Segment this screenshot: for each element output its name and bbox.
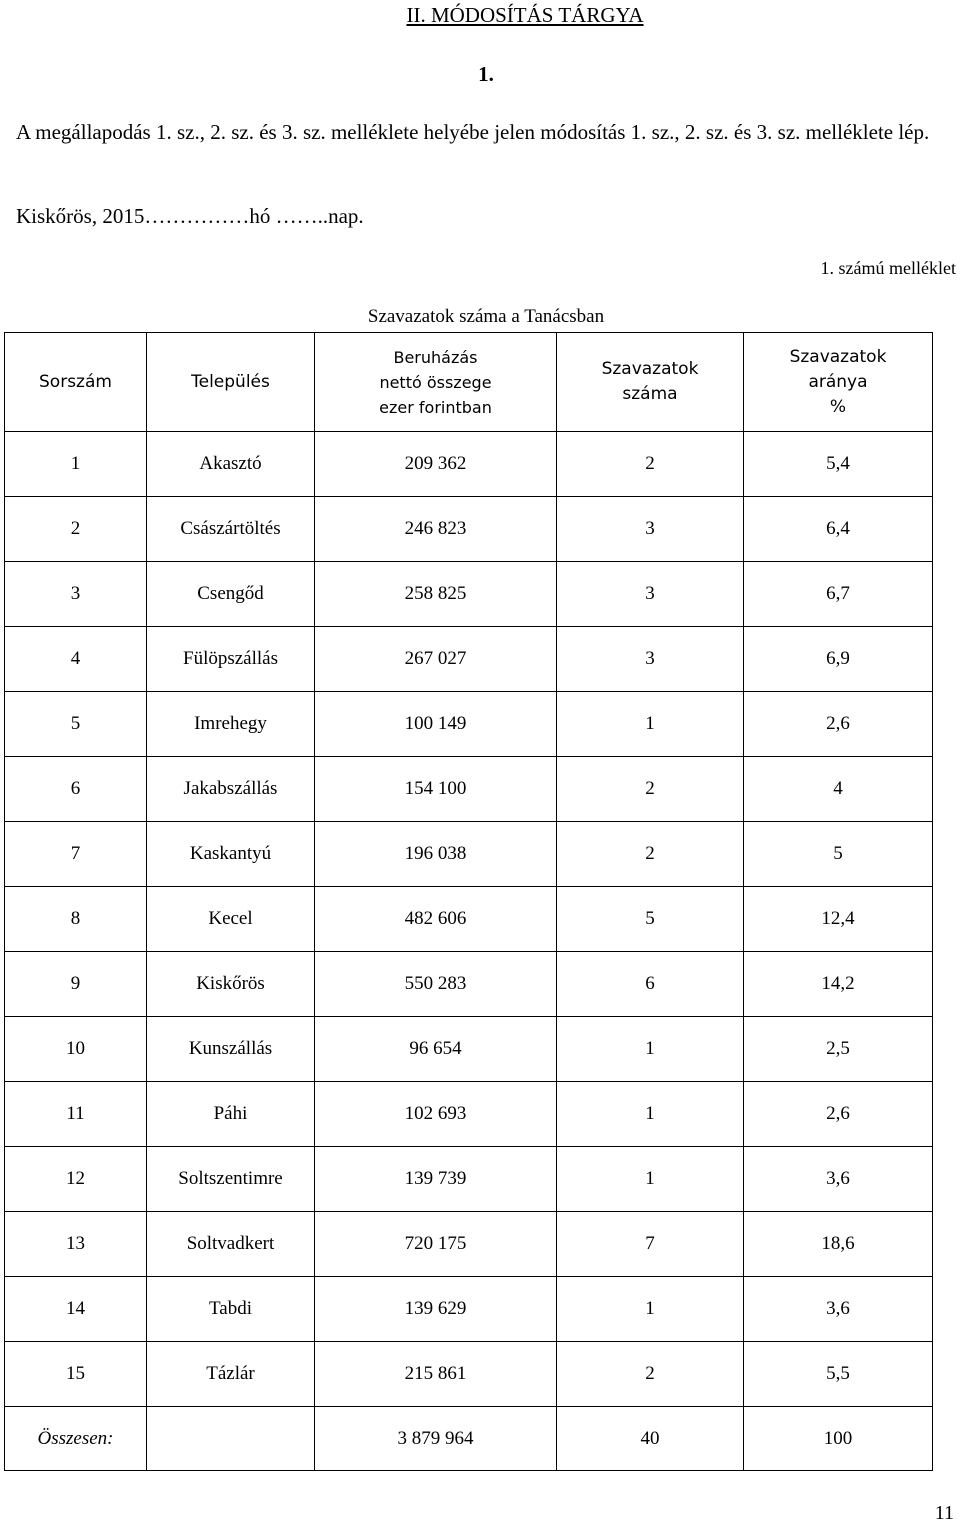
row-number: 4 — [5, 627, 147, 692]
table-row — [5, 1017, 933, 1082]
vote-count: 7 — [557, 1212, 744, 1277]
settlement-name: Császártöltés — [147, 497, 315, 562]
settlement-name: Fülöpszállás — [147, 627, 315, 692]
page-number: 11 — [934, 1502, 954, 1524]
vote-count: 1 — [557, 692, 744, 757]
table-row — [5, 562, 933, 627]
total-row — [5, 1407, 933, 1471]
investment-amount: 246 823 — [315, 497, 557, 562]
investment-amount: 100 149 — [315, 692, 557, 757]
settlement-name: Csengőd — [147, 562, 315, 627]
row-number: 15 — [5, 1342, 147, 1407]
settlement-name: Akasztó — [147, 432, 315, 497]
settlement-name: Kiskőrös — [147, 952, 315, 1017]
section-number: 1. — [478, 62, 494, 86]
row-number: 7 — [5, 822, 147, 887]
vote-count: 2 — [557, 432, 744, 497]
row-number: 9 — [5, 952, 147, 1017]
row-number: 10 — [5, 1017, 147, 1082]
table-row — [5, 1212, 933, 1277]
settlement-name: Kaskantyú — [147, 822, 315, 887]
investment-amount: 209 362 — [315, 432, 557, 497]
table-row — [5, 692, 933, 757]
table-row — [5, 952, 933, 1017]
vote-count: 1 — [557, 1147, 744, 1212]
row-number: 5 — [5, 692, 147, 757]
total-label: Összesen: — [5, 1407, 147, 1471]
vote-share: 6,7 — [744, 562, 933, 627]
table-row — [5, 757, 933, 822]
vote-count: 2 — [557, 1342, 744, 1407]
column-header-beruhazas: Beruházás nettó összege ezer forintban — [315, 333, 557, 432]
vote-count: 2 — [557, 757, 744, 822]
vote-share: 2,5 — [744, 1017, 933, 1082]
settlement-name: Páhi — [147, 1082, 315, 1147]
vote-count: 2 — [557, 822, 744, 887]
table-row — [5, 1342, 933, 1407]
row-number: 14 — [5, 1277, 147, 1342]
investment-amount: 267 027 — [315, 627, 557, 692]
column-header-telepules: Település — [147, 333, 315, 432]
settlement-name: Jakabszállás — [147, 757, 315, 822]
vote-count: 1 — [557, 1017, 744, 1082]
page-title: II. MÓDOSÍTÁS TÁRGYA — [406, 3, 644, 27]
vote-share: 4 — [744, 757, 933, 822]
table-row — [5, 432, 933, 497]
row-number: 2 — [5, 497, 147, 562]
investment-amount: 96 654 — [315, 1017, 557, 1082]
investment-amount: 139 739 — [315, 1147, 557, 1212]
table-row — [5, 1277, 933, 1342]
annex-label: 1. számú melléklet — [820, 258, 956, 278]
investment-amount: 196 038 — [315, 822, 557, 887]
vote-count: 6 — [557, 952, 744, 1017]
vote-share: 3,6 — [744, 1277, 933, 1342]
settlement-name: Kunszállás — [147, 1017, 315, 1082]
investment-amount: 550 283 — [315, 952, 557, 1017]
table-row — [5, 1082, 933, 1147]
settlement-name: Tabdi — [147, 1277, 315, 1342]
total-amount: 3 879 964 — [315, 1407, 557, 1471]
row-number: 13 — [5, 1212, 147, 1277]
table-group-header: Szavazatok száma a Tanácsban — [367, 306, 605, 327]
vote-share: 14,2 — [744, 952, 933, 1017]
investment-amount: 720 175 — [315, 1212, 557, 1277]
vote-count: 1 — [557, 1082, 744, 1147]
settlement-name: Kecel — [147, 887, 315, 952]
column-header-sorszam: Sorszám — [5, 333, 147, 432]
table-row — [5, 822, 933, 887]
vote-share: 2,6 — [744, 692, 933, 757]
vote-share: 6,4 — [744, 497, 933, 562]
total-votes: 40 — [557, 1407, 744, 1471]
vote-share: 3,6 — [744, 1147, 933, 1212]
table-body — [5, 432, 933, 1407]
vote-share: 12,4 — [744, 887, 933, 952]
investment-amount: 154 100 — [315, 757, 557, 822]
settlement-name: Imrehegy — [147, 692, 315, 757]
row-number: 6 — [5, 757, 147, 822]
table-row — [5, 1147, 933, 1212]
votes-table — [4, 332, 933, 1471]
vote-share: 2,6 — [744, 1082, 933, 1147]
vote-count: 5 — [557, 887, 744, 952]
investment-amount: 102 693 — [315, 1082, 557, 1147]
table-row — [5, 497, 933, 562]
vote-count: 3 — [557, 497, 744, 562]
vote-share: 18,6 — [744, 1212, 933, 1277]
vote-count: 1 — [557, 1277, 744, 1342]
vote-count: 3 — [557, 627, 744, 692]
column-header-szavazatok-aranya: Szavazatok aránya % — [744, 333, 933, 432]
settlement-name: Soltszentimre — [147, 1147, 315, 1212]
investment-amount: 258 825 — [315, 562, 557, 627]
row-number: 3 — [5, 562, 147, 627]
vote-share: 6,9 — [744, 627, 933, 692]
vote-share: 5,4 — [744, 432, 933, 497]
row-number: 12 — [5, 1147, 147, 1212]
total-share: 100 — [744, 1407, 933, 1471]
vote-count: 3 — [557, 562, 744, 627]
investment-amount: 139 629 — [315, 1277, 557, 1342]
table-header-row — [5, 333, 933, 432]
row-number: 8 — [5, 887, 147, 952]
total-empty-cell — [147, 1407, 315, 1471]
settlement-name: Tázlár — [147, 1342, 315, 1407]
table-row — [5, 627, 933, 692]
column-header-szavazatok-szama: Szavazatok száma — [557, 333, 744, 432]
row-number: 11 — [5, 1082, 147, 1147]
amendment-paragraph: A megállapodás 1. sz., 2. sz. és 3. sz. melléklete helyébe jelen módosítás 1. sz., 2. sz. és 3. sz. melléklete lép. — [16, 120, 930, 144]
row-number: 1 — [5, 432, 147, 497]
investment-amount: 482 606 — [315, 887, 557, 952]
vote-share: 5,5 — [744, 1342, 933, 1407]
vote-share: 5 — [744, 822, 933, 887]
settlement-name: Soltvadkert — [147, 1212, 315, 1277]
place-and-date: Kiskőrös, 2015……………hó ……..nap. — [16, 204, 364, 228]
investment-amount: 215 861 — [315, 1342, 557, 1407]
table-row — [5, 887, 933, 952]
